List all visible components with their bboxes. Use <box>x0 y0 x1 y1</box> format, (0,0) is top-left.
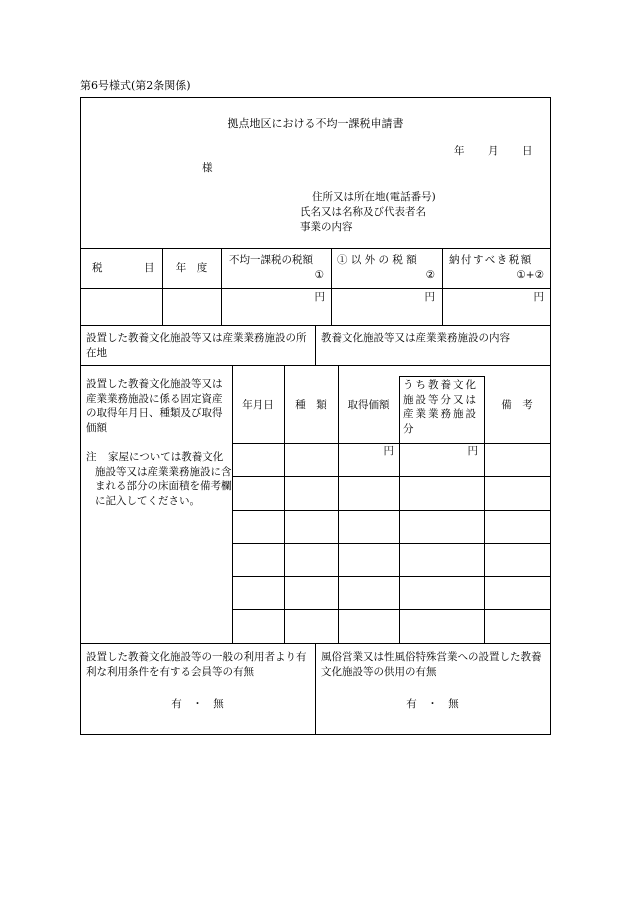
payable-tax-mark: ①+② <box>516 269 544 281</box>
col-asset-kind: 種 類 <box>295 399 327 411</box>
other-tax-yen: 円 <box>424 291 435 303</box>
tax-item-header-a: 税 <box>92 262 103 274</box>
col-acquisition-date: 年月日 <box>242 399 274 411</box>
asset-note: 家屋については教養文化施設等又は産業業務施設に含まれる部分の床面積を備考欄に記入してください。 <box>95 451 232 508</box>
uneven-tax-mark: ① <box>314 269 324 281</box>
date-day-label: 日 <box>522 145 533 157</box>
applicant-name-label: 氏名又は名称及び代表者名 <box>300 206 426 218</box>
uneven-tax-yen: 円 <box>314 291 325 303</box>
col-remarks: 備 考 <box>501 399 533 411</box>
other-tax-mark: ② <box>425 269 435 281</box>
applicant-address-label: 住所又は所在地(電話番号) <box>312 191 436 203</box>
form-number-label: 第6号様式(第2条関係) <box>80 79 191 92</box>
asset-description: 設置した教養文化施設等又は産業業務施設に係る固定資産の取得年月日、種類及び取得価額 <box>86 378 223 435</box>
price-yen: 円 <box>383 445 394 457</box>
uneven-tax-header: 不均一課税の税額 <box>229 254 313 266</box>
member-terms-options[interactable]: 有 ・ 無 <box>171 698 224 710</box>
facility-location-label: 設置した教養文化施設等又は産業業務施設の所在地 <box>86 332 307 359</box>
col-of-which-facility: うち教養文化施設等分又は産業業務施設分 <box>403 379 478 436</box>
tax-item-header-b: 目 <box>144 262 155 274</box>
col-acquisition-price: 取得価額 <box>347 399 390 411</box>
form-title: 拠点地区における不均一課税申請書 <box>227 117 404 130</box>
of-which-yen: 円 <box>467 445 478 457</box>
member-terms-question: 設置した教養文化施設等の一般の利用者より有利な利用条件を有する会員等の有無 <box>86 651 307 678</box>
payable-tax-yen: 円 <box>533 291 544 303</box>
date-month-label: 月 <box>488 145 499 157</box>
adult-business-question: 風俗営業又は性風俗特殊営業への設置した教養文化施設等の供用の有無 <box>321 651 542 678</box>
facility-content-label: 教養文化施設等又は産業業務施設の内容 <box>321 332 510 344</box>
note-label: 注 <box>86 451 97 463</box>
applicant-business-label: 事業の内容 <box>300 221 353 233</box>
payable-tax-header: 納付すべき税額 <box>449 254 533 266</box>
fiscal-year-header: 年 度 <box>175 262 208 274</box>
date-year-label: 年 <box>454 145 465 157</box>
addressee-suffix: 様 <box>202 162 213 174</box>
other-tax-header: ① 以 外 の 税 額 <box>337 254 417 266</box>
adult-business-options[interactable]: 有 ・ 無 <box>406 698 459 710</box>
